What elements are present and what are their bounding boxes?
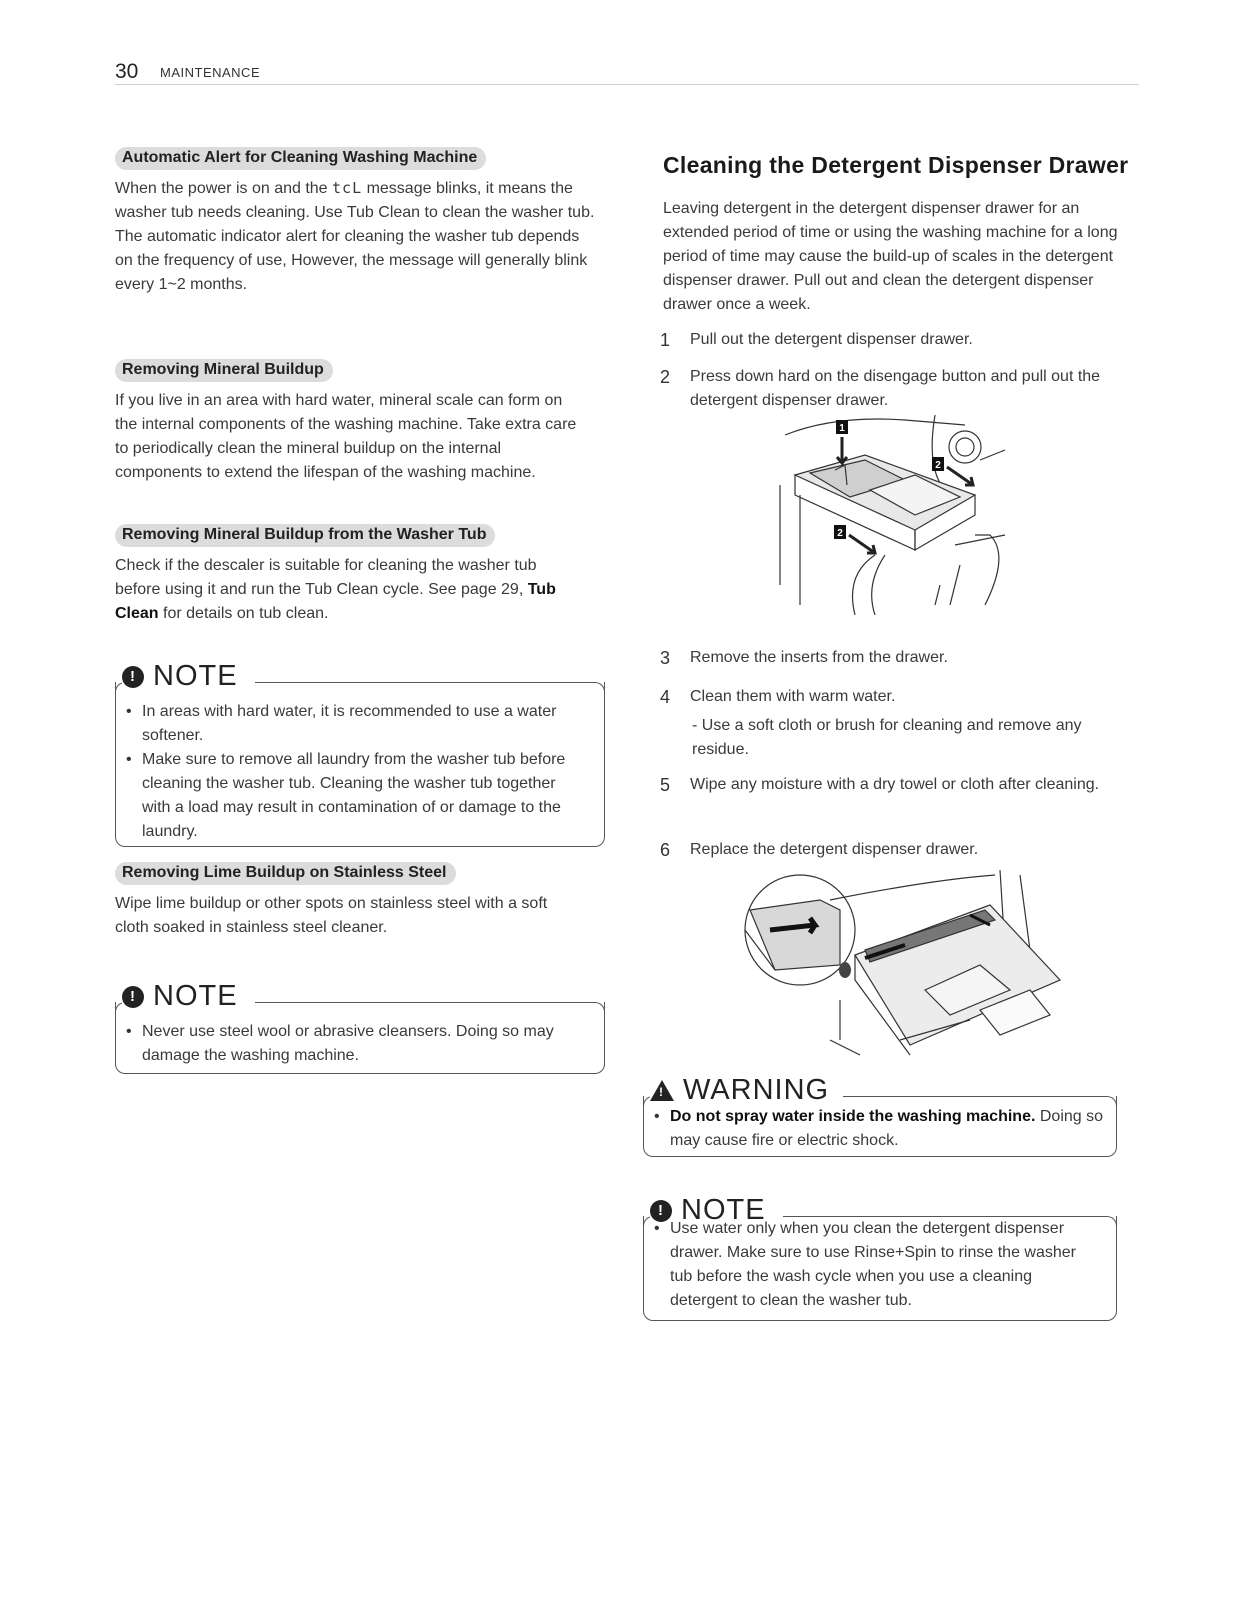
alert-heading: Automatic Alert for Cleaning Washing Machine <box>115 147 486 170</box>
section-name: MAINTENANCE <box>160 65 261 80</box>
exclamation-icon: ! <box>650 1200 672 1222</box>
callout-label: 1 <box>839 423 845 434</box>
warning-triangle-icon: ! <box>650 1080 674 1101</box>
list-item: • Make sure to remove all laundry from the washer tub before cleaning the washer tub. Cleaning the washer tub together with a load may result in contamination of or damage to the laundry. <box>116 748 584 844</box>
page-number: 30 <box>115 60 139 83</box>
tub-heading: Removing Mineral Buildup from the Washer Tub <box>115 524 495 547</box>
step-4: 4 Clean them with warm water. <box>660 687 896 707</box>
mineral-heading: Removing Mineral Buildup <box>115 359 333 382</box>
step-3: 3 Remove the inserts from the drawer. <box>660 648 948 668</box>
tub-clean-bold: Tub Clean <box>115 581 556 622</box>
warning-list <box>644 1105 1104 1153</box>
right-title: Cleaning the Detergent Dispenser Drawer <box>663 152 1129 178</box>
note-box-3 <box>643 1194 1117 1321</box>
exclamation-icon: ! <box>122 986 144 1008</box>
exclamation-icon: ! <box>122 666 144 688</box>
callout-label: 2 <box>935 460 941 471</box>
drawer-replacement-illustration <box>730 870 1065 1060</box>
lcd-code: tcL <box>332 179 363 197</box>
step-5: 5 Wipe any moisture with a dry towel or cloth after cleaning. <box>660 775 1100 795</box>
mineral-text: If you live in an area with hard water, mineral scale can form on the internal components of the washing machine. Take extra care to periodically clean the mineral buildup on the internal components to extend the lifespan of the washing machine. <box>115 392 577 481</box>
note-box-2 <box>115 980 605 1074</box>
lime-section <box>115 862 585 940</box>
note-title-1: ! NOTE <box>122 660 244 693</box>
drawer-removal-illustration <box>775 415 1025 615</box>
note-list-1 <box>116 700 584 844</box>
right-intro: Leaving detergent in the detergent dispenser drawer for an extended period of time or using the washing machine for a long period of time may cause the build-up of scales in the detergent dispenser drawer. Pull out and clean the detergent dispenser drawer once a week. <box>663 200 1118 313</box>
step-2: 2 Press down hard on the disengage button and pull out the detergent dispenser drawer. <box>660 367 1101 409</box>
warning-box <box>643 1074 1117 1157</box>
page-header <box>115 58 1139 85</box>
tub-text: Check if the descaler is suitable for cleaning the washer tub before using it and run the Tub Clean cycle. See page 29, Tub Clean for details on tub clean. <box>115 557 556 622</box>
note-box-1 <box>115 660 605 847</box>
list-item: • Do not spray water inside the washing machine. Doing so may cause fire or electric shock. <box>644 1105 1104 1153</box>
lime-heading: Removing Lime Buildup on Stainless Steel <box>115 862 456 885</box>
step-4-sub: - Use a soft cloth or brush for cleaning and remove any residue. <box>692 717 1082 758</box>
warning-title: ! WARNING <box>650 1074 835 1107</box>
note-list-2 <box>116 1020 584 1068</box>
list-item: • Never use steel wool or abrasive cleansers. Doing so may damage the washing machine. <box>116 1020 584 1068</box>
step-1: 1 Pull out the detergent dispenser drawer. <box>660 330 973 350</box>
lime-text: Wipe lime buildup or other spots on stainless steel with a soft cloth soaked in stainless steel cleaner. <box>115 895 548 936</box>
mineral-section <box>115 359 587 485</box>
list-item: • In areas with hard water, it is recommended to use a water softener. <box>116 700 584 748</box>
alert-text: When the power is on and the tcL message blinks, it means the washer tub needs cleaning. Use Tub Clean to clean the washer tub. The automatic indicator alert for cleaning the washer tub depends on the frequency of use, However, the message will generally blink every 1~2 months. <box>115 179 595 293</box>
callout-label: 2 <box>837 528 843 539</box>
alert-section <box>115 147 595 297</box>
tub-section <box>115 524 585 626</box>
note-list-3 <box>644 1217 1096 1313</box>
drawer-knob <box>839 962 851 978</box>
note-title-3: ! NOTE <box>650 1194 772 1227</box>
note-title-2: ! NOTE <box>122 980 244 1013</box>
list-item: • Use water only when you clean the detergent dispenser drawer. Make sure to use Rinse+Spin to rinse the washer tub before the wash cycle when you use a cleaning detergent to clean the washer tub. <box>644 1217 1096 1313</box>
step-6: 6 Replace the detergent dispenser drawer. <box>660 840 979 860</box>
